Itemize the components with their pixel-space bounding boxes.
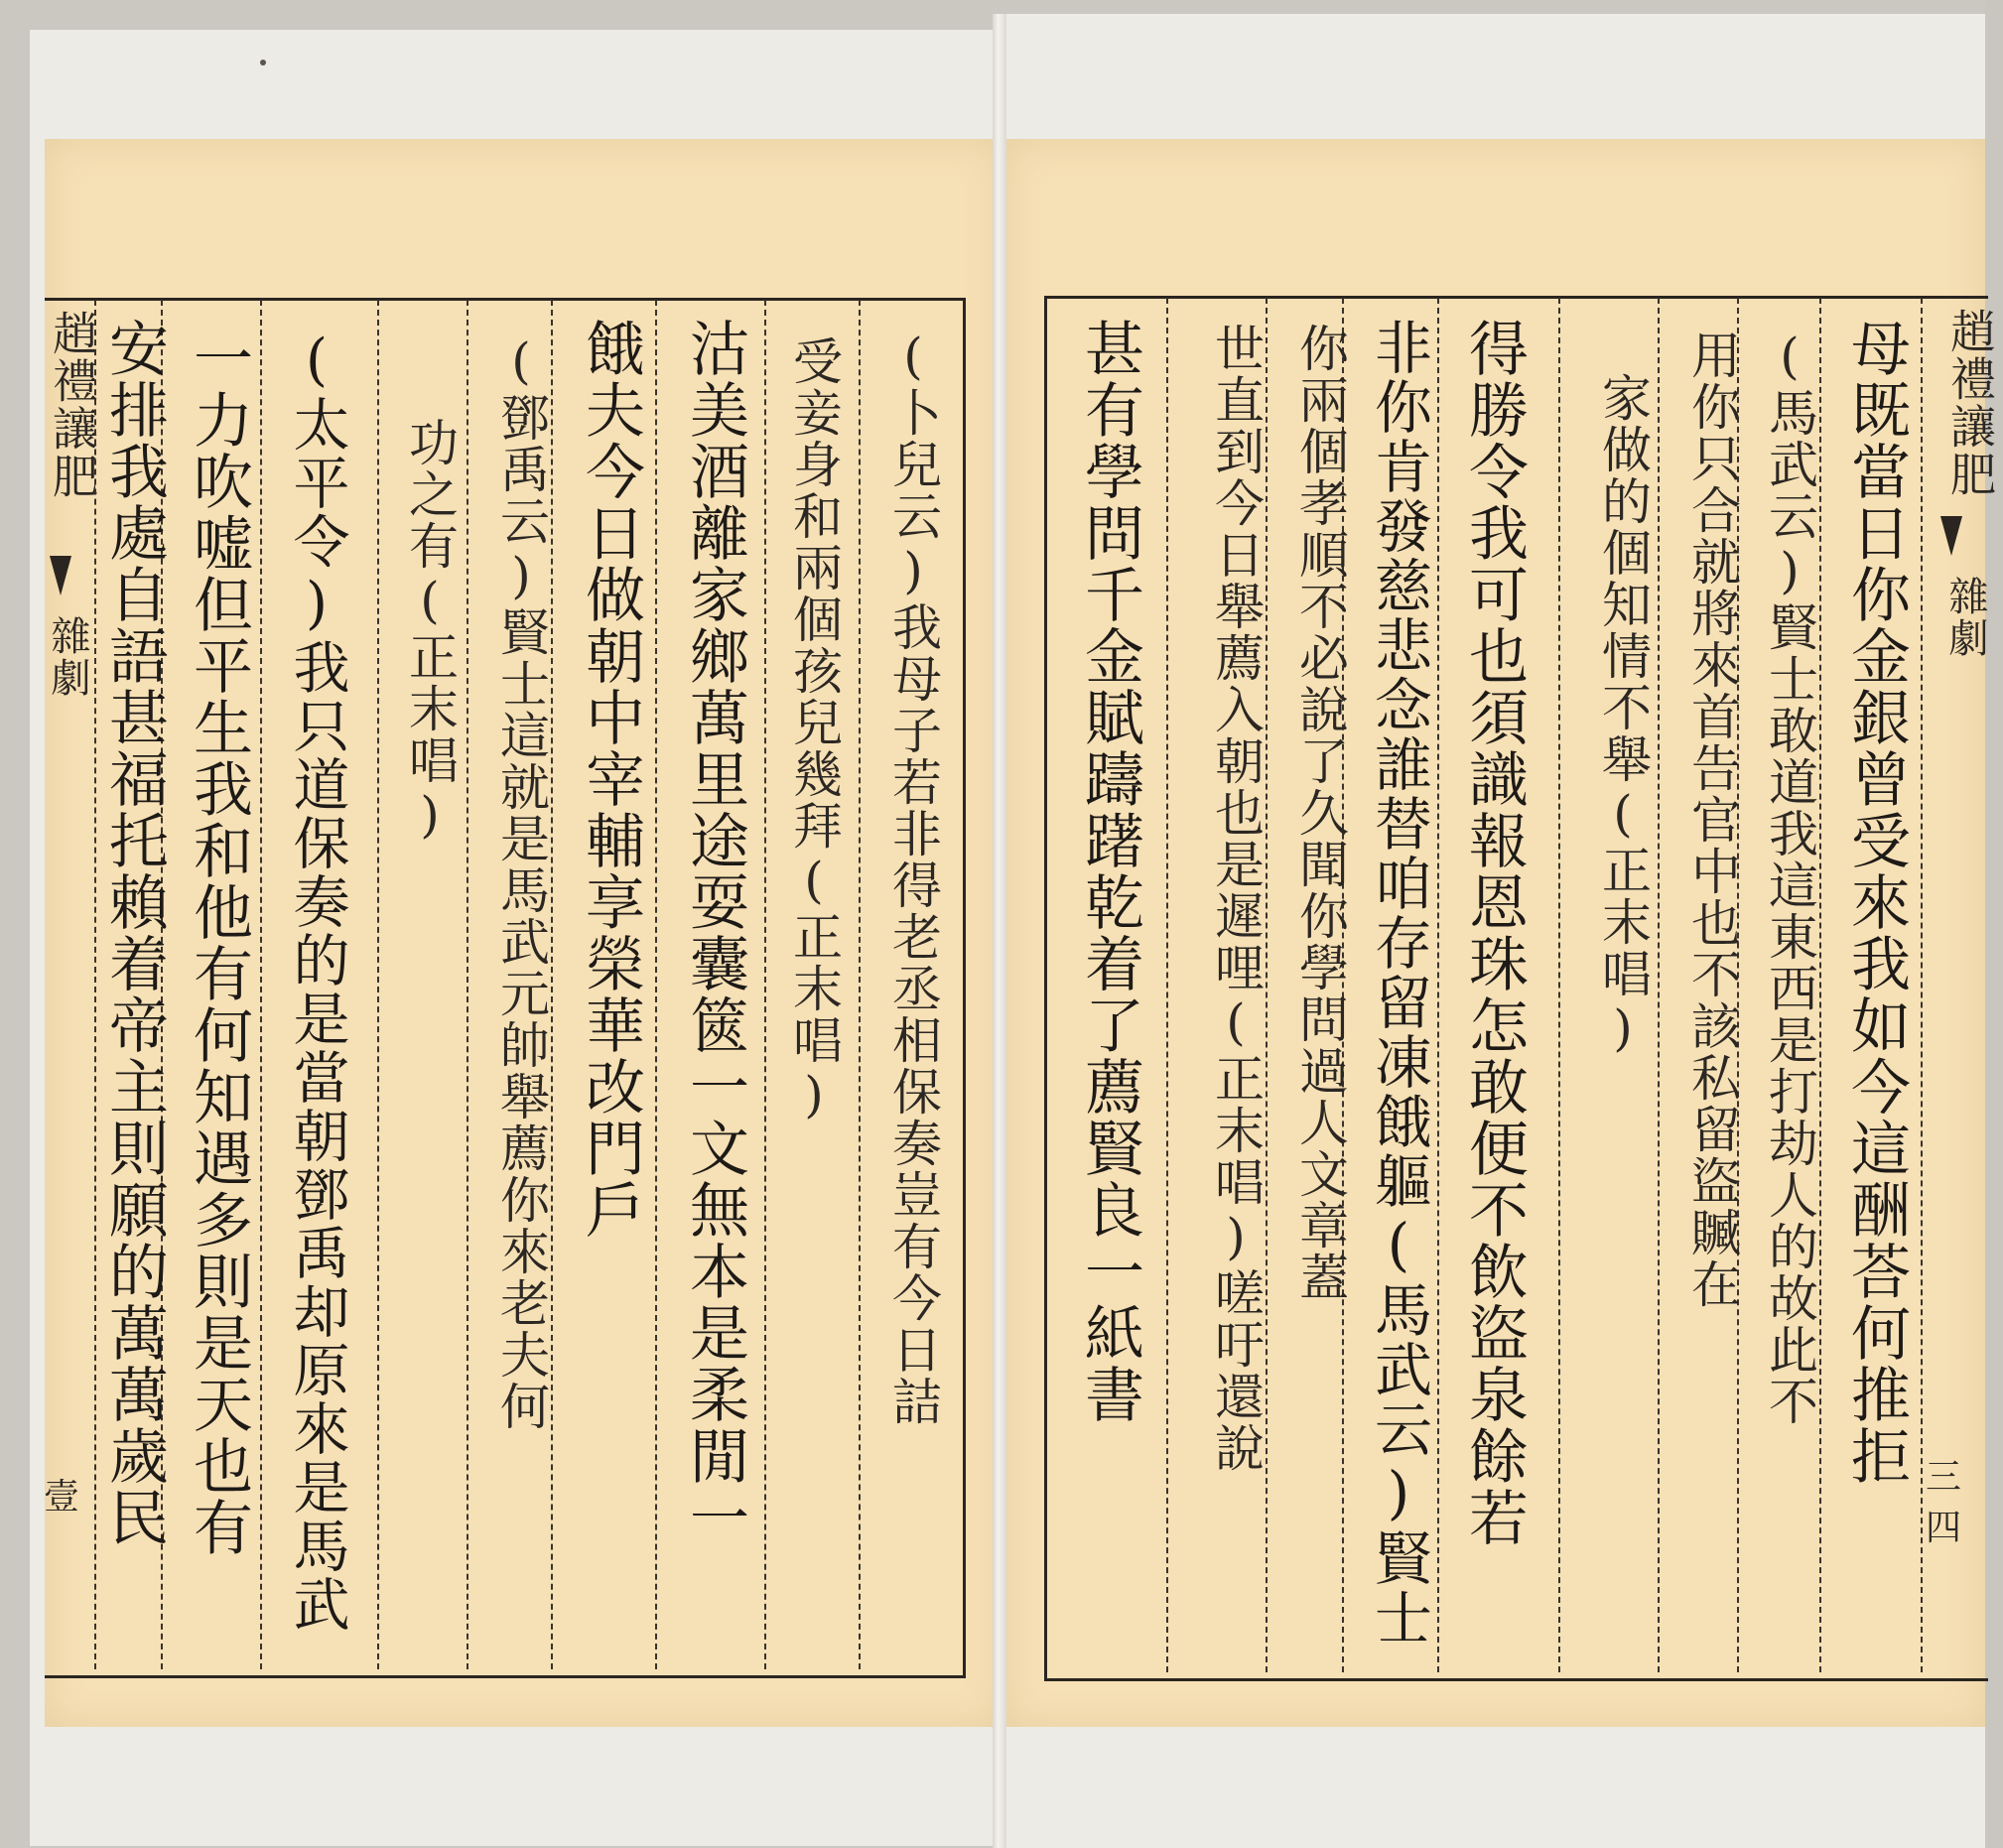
left-col-8: 一力吹嘘但平生我和他有何知遇多則是天也有 [184, 328, 253, 1558]
right-col-5: 得勝令我可也須識報恩珠怎敢便不飲盜泉餘若 [1459, 318, 1529, 1548]
right-col-rule [1437, 298, 1439, 1672]
right-folio: 三四 [1926, 1457, 1962, 1548]
right-col-rule [1658, 298, 1660, 1672]
paper-speck [260, 60, 266, 66]
right-spine-label: 雜劇 [1942, 576, 1988, 659]
left-col-rule [764, 300, 766, 1669]
right-col-4: 家做的個知情不舉(正末唱) [1594, 372, 1652, 1059]
left-spine-rule [94, 300, 96, 1669]
left-col-rule [655, 300, 657, 1669]
right-spine-rule [1921, 298, 1923, 1672]
book-gutter [993, 14, 1006, 1848]
right-col-rule [1558, 298, 1560, 1672]
left-col-6: 功之有(正末唱) [401, 417, 459, 846]
right-col-rule [1166, 298, 1168, 1672]
right-col-rule [1819, 298, 1821, 1672]
right-col-2: (馬武云)賢士敢道我這東西是打劫人的故此不 [1761, 328, 1818, 1427]
right-col-8: 世直到今日舉薦入朝也是遲哩(正末唱)嗟吁還說 [1207, 323, 1265, 1474]
right-col-6: 非你肯發慈悲念誰替咱存留凍餓軀(馬武云)賢士 [1365, 318, 1432, 1648]
right-col-1: 母既當日你金銀曾受來我如今這酬荅何推拒 [1841, 318, 1911, 1487]
left-col-9: 安排我處自語甚福托賴着帝主則願的萬萬歲民 [99, 318, 169, 1548]
left-col-7: (太平令)我只道保奏的是當朝鄧禹却原來是馬武 [284, 328, 349, 1634]
left-col-2: 受妾身和兩個孩兒幾拜(正末唱) [785, 335, 843, 1125]
left-spine-label: 雜劇 [45, 615, 90, 699]
right-col-rule [1266, 298, 1268, 1672]
right-col-3: 用你只合就將來首告官中也不該私留盜贓在 [1683, 330, 1741, 1310]
left-col-5: (鄧禹云)賢士這就是馬武元帥舉薦你來老夫何 [492, 332, 550, 1432]
right-col-9: 甚有學問千金賦躊躇乾着了薦賢良一紙書 [1075, 318, 1144, 1425]
right-col-7: 你兩個孝順不必說了久聞你學問過人文章蓋 [1291, 323, 1349, 1303]
left-col-4: 餓夫今日做朝中宰輔享榮華改門戶 [576, 318, 645, 1241]
left-col-rule [551, 300, 553, 1669]
left-folio: 壹 [44, 1477, 80, 1518]
left-spine-title: 趙禮讓肥 [46, 310, 99, 500]
left-col-1: (卜兒云)我母子若非得老丞相保奏豈有今日詰 [884, 328, 942, 1427]
left-col-3: 沽美酒離家鄉萬里途耍囊篋一文無本是柔閒一 [680, 318, 749, 1548]
left-col-rule [467, 300, 468, 1669]
left-col-rule [859, 300, 861, 1669]
right-spine-title: 趙禮讓肥 [1943, 308, 1997, 498]
left-col-rule [260, 300, 262, 1669]
left-col-rule [377, 300, 379, 1669]
